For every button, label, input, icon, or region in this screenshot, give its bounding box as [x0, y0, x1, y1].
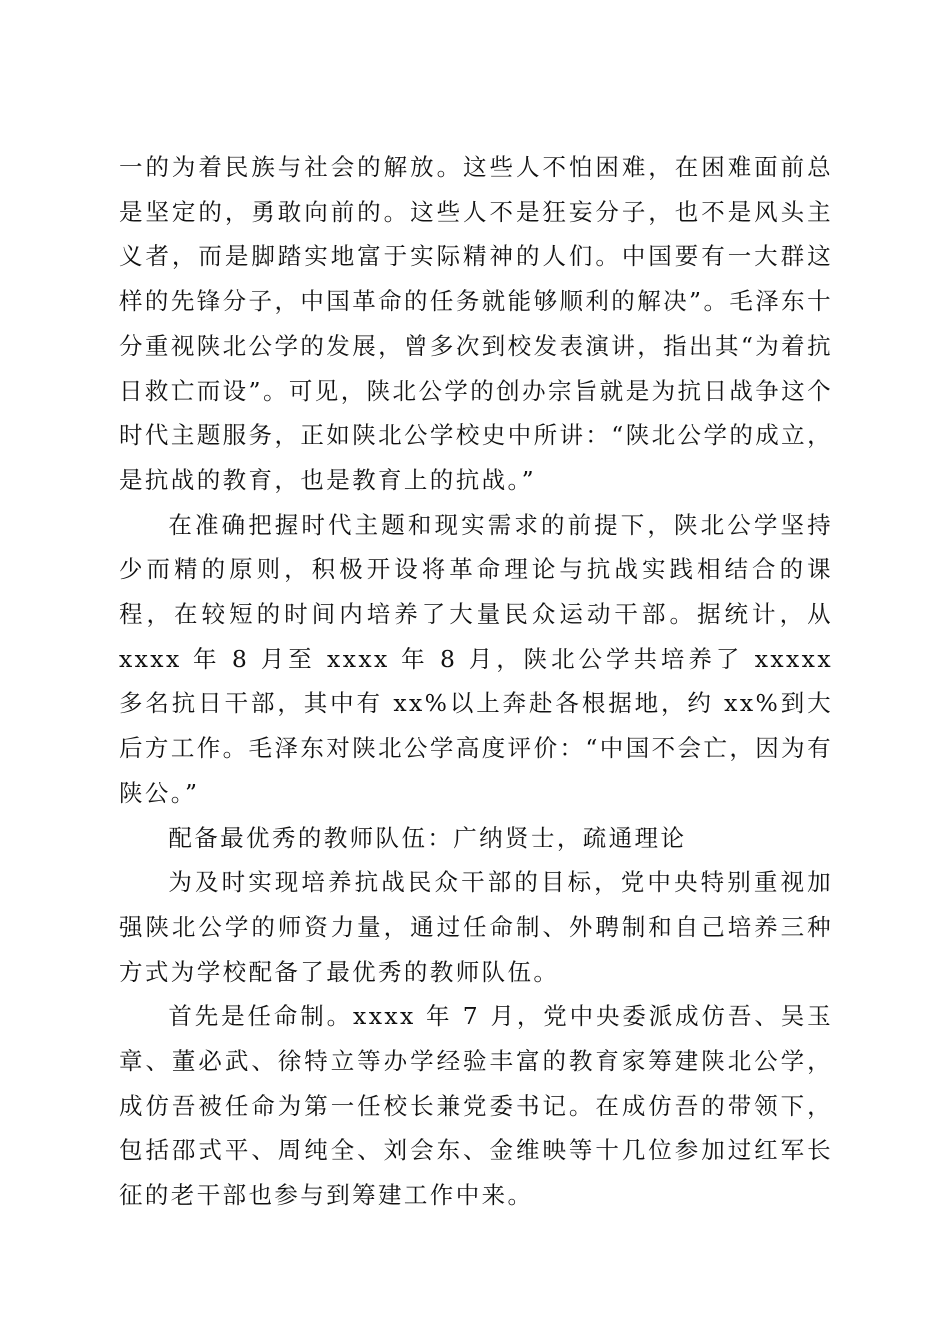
paragraph-continuation: 一的为着民族与社会的解放。这些人不怕困难，在困难面前总是坚定的，勇敢向前的。这些人不是狂妄分子，也不是风头主义者，而是脚踏实地富于实际精神的人们。中国要有一大群这样的先锋分子，中国革命的任务就能够顺利的解决”。毛泽东十分重视陕北公学的发展，曾多次到校发表演讲，指出其“为着抗日救亡而设”。可见，陕北公学的创办宗旨就是为抗日战争这个时代主题服务，正如陕北公学校史中所讲：“陕北公学的成立，是抗战的教育，也是教育上的抗战。”	[119, 153, 833, 494]
paragraph-statistics: 在准确把握时代主题和现实需求的前提下，陕北公学坚持少而精的原则，积极开设将革命理论与抗战实践相结合的课程，在较短的时间内培养了大量民众运动干部。据统计，从 xxxx 年 8 月至 xxxx 年 8 月，陕北公学共培养了 xxxxx 多名抗日干部，其中有 xx%以上奔赴各根据地，约 xx%到大后方工作。毛泽东对陕北公学高度评价：“中国不会亡，因为有陕公。”	[119, 510, 833, 807]
section-heading: 配备最优秀的教师队伍：广纳贤士，疏通理论	[168, 823, 687, 852]
paragraph-appointment: 首先是任命制。xxxx 年 7 月，党中央委派成仿吾、吴玉章、董必武、徐特立等办学经验丰富的教育家筹建陕北公学，成仿吾被任命为第一任校长兼党委书记。在成仿吾的带领下，包括邵式平、周纯全、刘会东、金维映等十几位参加过红军长征的老干部也参与到筹建工作中来。	[119, 1002, 833, 1210]
document-body	[119, 145, 833, 1218]
paragraph-teacher-team: 为及时实现培养抗战民众干部的目标，党中央特别重视加强陕北公学的师资力量，通过任命制、外聘制和自己培养三种方式为学校配备了最优秀的教师队伍。	[119, 868, 833, 986]
